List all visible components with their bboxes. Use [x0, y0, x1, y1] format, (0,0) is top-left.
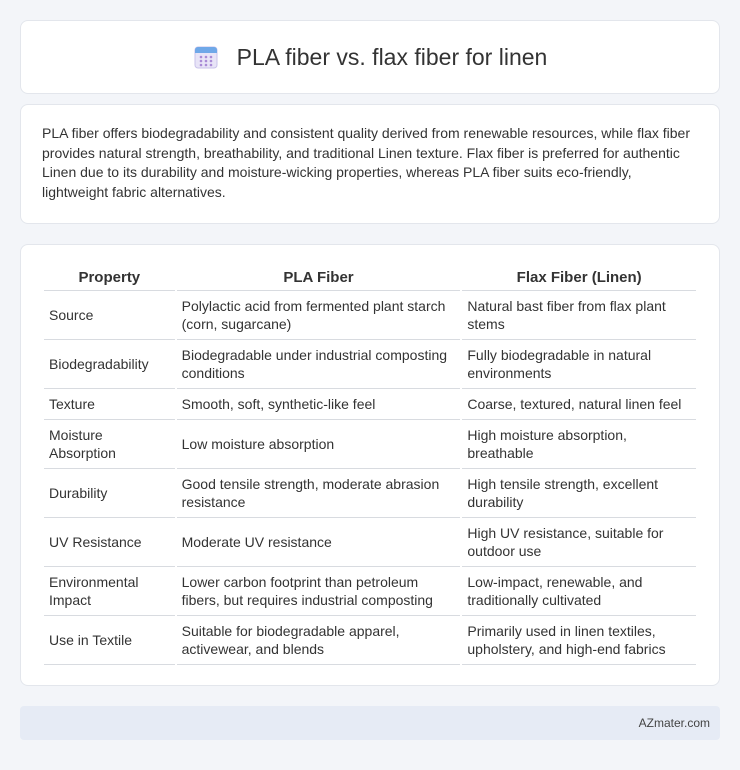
table-header-row: [44, 261, 696, 291]
summary-card: [20, 104, 720, 224]
footer-bar: [20, 706, 720, 740]
table-row: [44, 389, 696, 420]
pla-cell: Suitable for biodegradable apparel, activewear, and blends: [177, 616, 461, 665]
table-row: [44, 420, 696, 469]
calendar-icon: [193, 44, 219, 70]
header-pla-fiber: PLA Fiber: [177, 261, 461, 291]
header-flax-fiber: Flax Fiber (Linen): [462, 261, 696, 291]
table-row: [44, 567, 696, 616]
flax-cell: Coarse, textured, natural linen feel: [462, 389, 696, 420]
property-cell: Moisture Absorption: [44, 420, 175, 469]
property-cell: Biodegradability: [44, 340, 175, 389]
title-card: [20, 20, 720, 94]
flax-cell: High moisture absorption, breathable: [462, 420, 696, 469]
footer-site-link[interactable]: AZmater.com: [638, 716, 710, 730]
flax-cell: Natural bast fiber from flax plant stems: [462, 291, 696, 340]
flax-cell: High tensile strength, excellent durability: [462, 469, 696, 518]
table-row: [44, 616, 696, 665]
pla-cell: Biodegradable under industrial composting conditions: [177, 340, 461, 389]
property-cell: Durability: [44, 469, 175, 518]
property-cell: Environmental Impact: [44, 567, 175, 616]
pla-cell: Moderate UV resistance: [177, 518, 461, 567]
table-row: [44, 518, 696, 567]
pla-cell: Smooth, soft, synthetic-like feel: [177, 389, 461, 420]
comparison-table-card: [20, 244, 720, 686]
table-row: [44, 291, 696, 340]
summary-text: PLA fiber offers biodegradability and consistent quality derived from renewable resources, while flax fiber provides natural strength, breathability, and traditional Linen texture. Flax fiber is preferred for authentic Linen due to its durability and moisture-wicking properties, whereas PLA fiber suits eco-friendly, lightweight fabric alternatives.: [42, 125, 690, 200]
property-cell: Use in Textile: [44, 616, 175, 665]
flax-cell: Fully biodegradable in natural environments: [462, 340, 696, 389]
property-cell: Source: [44, 291, 175, 340]
flax-cell: Low-impact, renewable, and traditionally cultivated: [462, 567, 696, 616]
pla-cell: Polylactic acid from fermented plant starch (corn, sugarcane): [177, 291, 461, 340]
flax-cell: Primarily used in linen textiles, upholstery, and high-end fabrics: [462, 616, 696, 665]
comparison-table: [42, 261, 698, 665]
table-row: [44, 340, 696, 389]
page-title: PLA fiber vs. flax fiber for linen: [236, 43, 548, 70]
header-property: Property: [44, 261, 175, 291]
property-cell: Texture: [44, 389, 175, 420]
table-row: [44, 469, 696, 518]
pla-cell: Lower carbon footprint than petroleum fibers, but requires industrial composting: [177, 567, 461, 616]
property-cell: UV Resistance: [44, 518, 175, 567]
pla-cell: Good tensile strength, moderate abrasion resistance: [177, 469, 461, 518]
pla-cell: Low moisture absorption: [177, 420, 461, 469]
flax-cell: High UV resistance, suitable for outdoor use: [462, 518, 696, 567]
